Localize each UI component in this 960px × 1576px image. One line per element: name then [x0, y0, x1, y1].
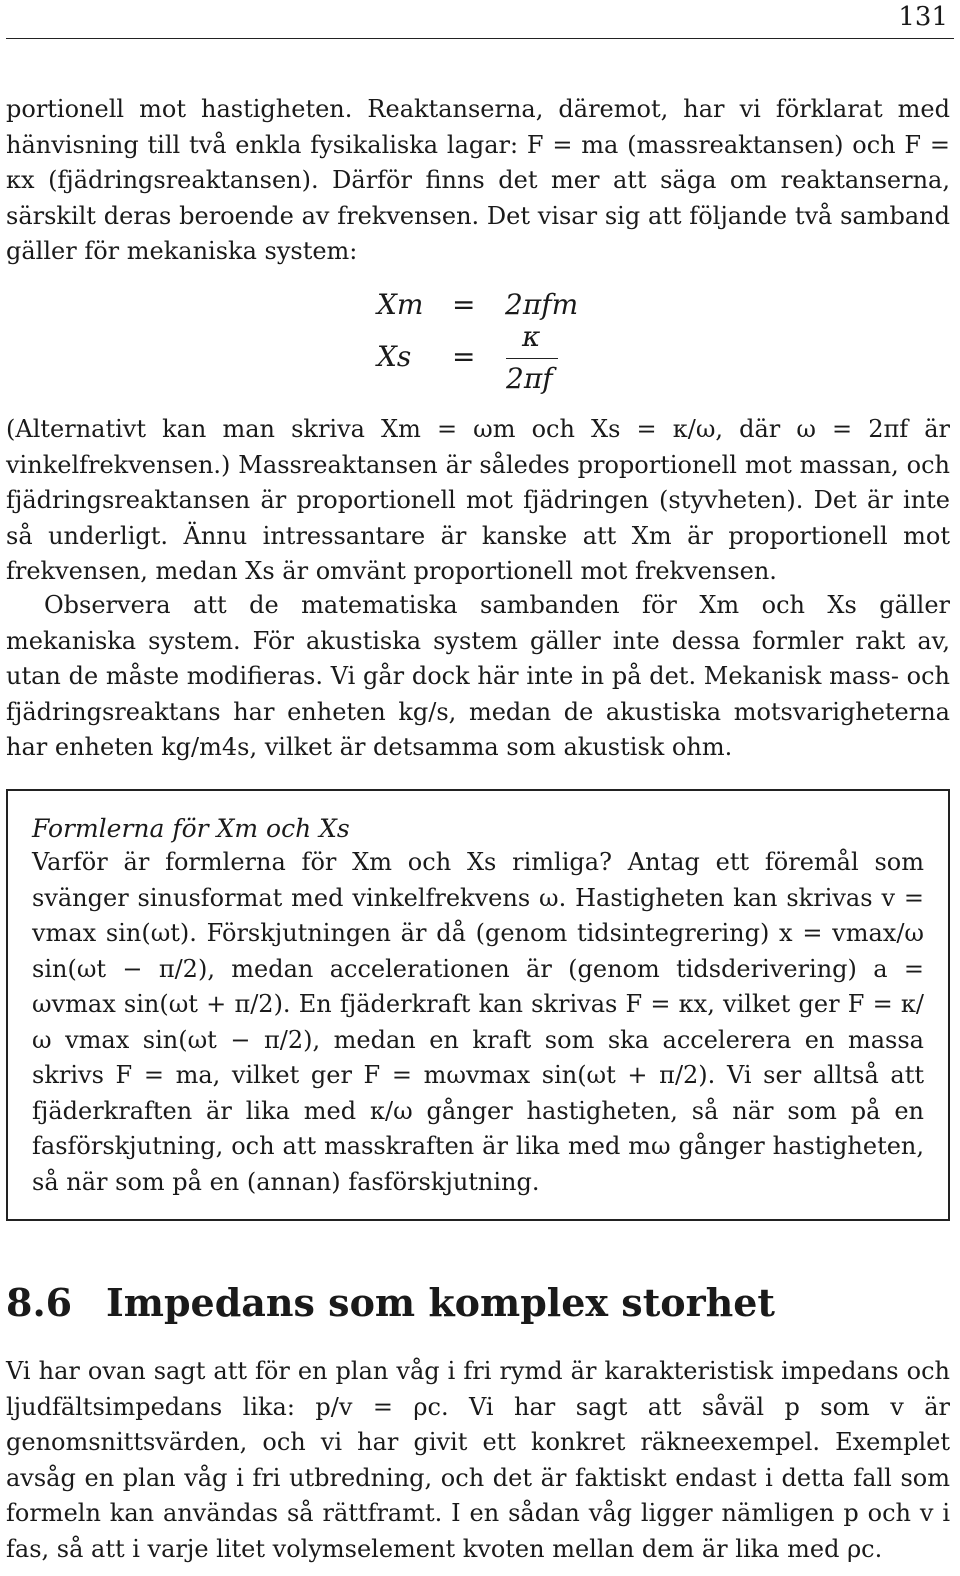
header-rule [6, 38, 954, 39]
paragraph-observe: Observera att de matematiska sambanden för Xm och Xs gäller mekaniska system. För akustiska system gäller inte dessa formler rakt av, utan de måste modifieras. Vi går dock här inte in på det. Mekanisk mass- och fjädringsreaktans har enheten kg/s, medan de akustiska motsvarigheterna har enheten kg/m4s, vilket är detsamma som akustisk ohm. [6, 591, 950, 761]
equation-xs-denominator: 2πf [506, 362, 553, 395]
info-box-title: Formlerna för Xm och Xs [32, 814, 350, 843]
equation-xs-lhs: Xs [377, 340, 412, 373]
equation-xm-rhs: 2πfm [505, 288, 579, 321]
fraction-bar [506, 358, 558, 359]
section-title: Impedans som komplex storhet [106, 1280, 775, 1325]
equation-xm-lhs: Xm [377, 288, 424, 321]
equation-2-equals: = [452, 340, 476, 373]
equation-1-equals: = [452, 288, 476, 321]
section-number: 8.6 [6, 1280, 73, 1325]
page-number: 131 [898, 2, 948, 32]
paragraph-alternative: (Alternativt kan man skriva Xm = ωm och Xs = κ/ω, där ω = 2πf är vinkelfrekvensen.) Massreaktansen är således proportionell mot massan, och fjädringsreaktansen är proportionell mot fjädringen (styvheten). Det är inte så underligt. Ännu intressantare är kanske att Xm är proportionell mot frekvensen, medan Xs är omvänt proportionell mot frekvensen. [6, 415, 950, 585]
equation-xs-numerator: κ [522, 320, 541, 353]
paragraph-intro: portionell mot hastigheten. Reaktanserna, däremot, har vi förklarat med hänvisning till två enkla fysikaliska lagar: F = ma (massreaktansen) och F = κx (fjädringsreaktansen). Därför finns det mer att säga om reaktanserna, särskilt deras beroende av frekvensen. Det visar sig att följande två samband gäller för mekaniska system: [6, 95, 950, 265]
info-box-text: Varför är formlerna för Xm och Xs rimliga? Antag ett föremål som svänger sinusformat med vinkelfrekvens ω. Hastigheten kan skrivas v = vmax sin(ωt). Förskjutningen är då (genom tidsintegrering) x = vmax/ω sin(ωt − π/2), medan accelerationen är (genom tidsderivering) a = ωvmax sin(ωt + π/2). En fjäderkraft kan skrivas F = κx, vilket ger F = κ/ω vmax sin(ωt − π/2), medan en kraft som ska accelerera en massa skrivs F = ma, vilket ger F = mωvmax sin(ωt + π/2). Vi ser alltså att fjäderkraften är lika med κ/ω gånger hastigheten, så när som på en fasförskjutning, och att masskraften är lika med mω gånger hastigheten, så när som på en (annan) fasförskjutning. [32, 848, 924, 1196]
paragraph-impedance: Vi har ovan sagt att för en plan våg i fri rymd är karakteristisk impedans och ljudfältsimpedans lika: p/v = ρc. Vi har sagt att såväl p som v är genomsnittsvärden, och vi har givit ett konkret räkneexempel. Exemplet avsåg en plan våg i fri utbredning, och det är faktiskt endast i detta fall som formeln kan användas så rättframt. I en sådan våg ligger nämligen p och v i fas, så att i varje litet volymselement kvoten mellan dem är lika med ρc. [6, 1357, 950, 1563]
section-heading [6, 1280, 775, 1325]
